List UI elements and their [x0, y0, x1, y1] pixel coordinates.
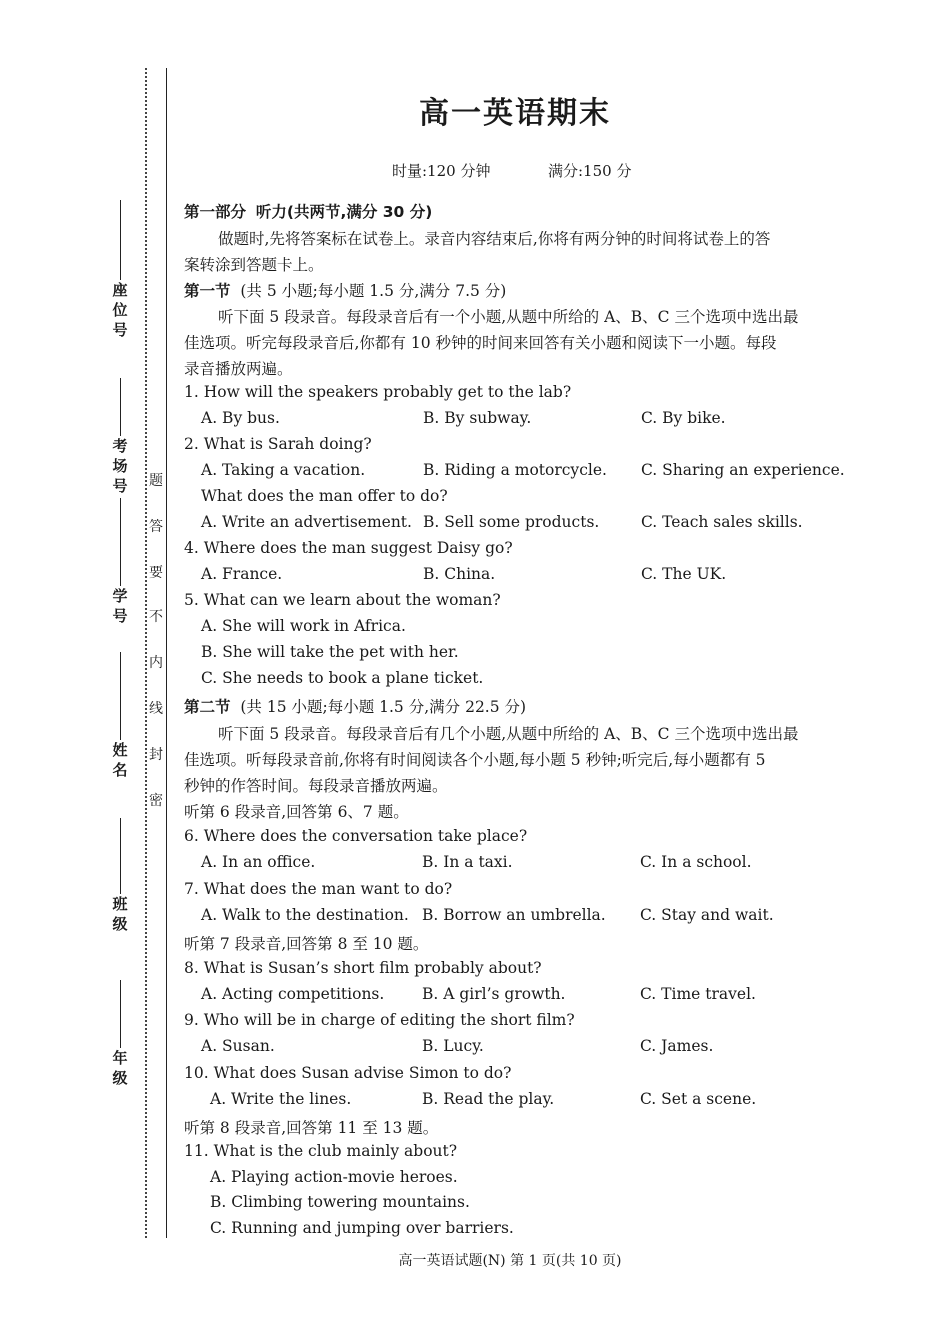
question-stem: 7. What does the man want to do? — [184, 880, 453, 898]
page-title: 高一英语期末 — [419, 96, 611, 131]
question-stem: 11. What is the club mainly about? — [184, 1142, 458, 1160]
option-a[interactable]: A. Walk to the destination. — [201, 906, 409, 924]
option-a[interactable]: A. She will work in Africa. — [201, 617, 406, 635]
exam-room-label: 考场号 — [112, 437, 128, 495]
segment-instruction: 听第 8 段录音,回答第 11 至 13 题。 — [184, 1119, 439, 1137]
question-stem: 1. How will the speakers probably get to the lab? — [184, 383, 572, 401]
option-c[interactable]: C. The UK. — [641, 565, 727, 583]
section1-intro-line: 录音播放两遍。 — [184, 360, 293, 378]
seal-char: 答 — [149, 519, 163, 535]
section1-label: 第一节 — [184, 282, 231, 300]
option-c[interactable]: C. She needs to book a plane ticket. — [201, 669, 484, 687]
seat-number-label: 座位号 — [112, 281, 128, 339]
option-a[interactable]: A. In an office. — [201, 853, 316, 871]
seal-char: 不 — [149, 609, 163, 625]
option-b[interactable]: B. Lucy. — [422, 1037, 484, 1055]
option-a[interactable]: A. By bus. — [201, 409, 280, 427]
section1-intro-line: 佳选项。听完每段录音后,你都有 10 秒钟的时间来回答有关小题和阅读下一小题。每段 — [184, 334, 777, 352]
question-stem: 5. What can we learn about the woman? — [184, 591, 501, 609]
question-stem: 4. Where does the man suggest Daisy go? — [184, 539, 513, 557]
seal-char: 内 — [149, 655, 163, 671]
option-b[interactable]: B. Riding a motorcycle. — [423, 461, 607, 479]
option-a[interactable]: A. Acting competitions. — [201, 985, 385, 1003]
option-a[interactable]: A. Taking a vacation. — [201, 461, 366, 479]
seal-char: 题 — [149, 473, 163, 489]
option-c[interactable]: C. Running and jumping over barriers. — [210, 1219, 514, 1237]
part1-intro-line: 案转涂到答题卡上。 — [184, 256, 324, 274]
option-a[interactable]: A. Susan. — [201, 1037, 275, 1055]
part1-heading — [184, 200, 432, 222]
section1-intro-line: 听下面 5 段录音。每段录音后有一个小题,从题中所给的 A、B、C 三个选项中选出最 — [218, 308, 799, 326]
grade-label: 年 级 — [112, 1049, 128, 1087]
student-id-label: 学 号 — [112, 587, 128, 625]
section2-label: 第二节 — [184, 698, 231, 716]
class-label: 班 级 — [112, 895, 128, 933]
question-stem: 10. What does Susan advise Simon to do? — [184, 1064, 512, 1082]
seal-char: 密 — [149, 793, 163, 809]
question-stem: 2. What is Sarah doing? — [184, 435, 372, 453]
class-field[interactable] — [110, 818, 130, 934]
part1-intro-line: 做题时,先将答案标在试卷上。录音内容结束后,你将有两分钟的时间将试卷上的答 — [218, 230, 771, 248]
seal-char: 要 — [149, 565, 163, 581]
option-a[interactable]: A. France. — [201, 565, 283, 583]
question-stem: What does the man offer to do? — [201, 487, 448, 505]
section1-title: (共 5 小题;每小题 1.5 分,满分 7.5 分) — [240, 282, 507, 300]
option-c[interactable]: C. Teach sales skills. — [641, 513, 803, 531]
section2-intro-line: 佳选项。听每段录音前,你将有时间阅读各个小题,每小题 5 秒钟;听完后,每小题都有 5 — [184, 751, 766, 769]
grade-field[interactable] — [110, 980, 130, 1088]
option-b[interactable]: B. A girl’s growth. — [422, 985, 566, 1003]
option-b[interactable]: B. Sell some products. — [423, 513, 600, 531]
option-a[interactable]: A. Write the lines. — [210, 1090, 352, 1108]
question-stem: 8. What is Susan’s short film probably about? — [184, 959, 542, 977]
student-id-field[interactable] — [110, 498, 130, 626]
section2-intro-line: 秒钟的作答时间。每段录音播放两遍。 — [184, 777, 448, 795]
time-limit: 时量:120 分钟 — [392, 162, 491, 180]
section2-title: (共 15 小题;每小题 1.5 分,满分 22.5 分) — [240, 698, 527, 716]
part1-title: 听力(共两节,满分 30 分) — [255, 203, 433, 221]
option-b[interactable]: B. China. — [423, 565, 496, 583]
part1-label: 第一部分 — [184, 203, 247, 221]
question-stem: 9. Who will be in charge of editing the short film? — [184, 1011, 575, 1029]
option-c[interactable]: C. James. — [640, 1037, 714, 1055]
section2-heading — [184, 695, 526, 717]
section1-heading — [184, 279, 506, 301]
segment-instruction: 听第 6 段录音,回答第 6、7 题。 — [184, 803, 409, 821]
section2-intro-line: 听下面 5 段录音。每段录音后有几个小题,从题中所给的 A、B、C 三个选项中选出最 — [218, 725, 799, 743]
name-field[interactable] — [110, 652, 130, 780]
option-b[interactable]: B. By subway. — [423, 409, 532, 427]
question-stem: 6. Where does the conversation take place? — [184, 827, 528, 845]
exam-room-field[interactable] — [110, 378, 130, 496]
option-b[interactable]: B. She will take the pet with her. — [201, 643, 459, 661]
option-a[interactable]: A. Playing action-movie heroes. — [210, 1168, 458, 1186]
option-b[interactable]: B. Read the play. — [422, 1090, 555, 1108]
option-c[interactable]: C. By bike. — [641, 409, 726, 427]
option-c[interactable]: C. Set a scene. — [640, 1090, 757, 1108]
option-c[interactable]: C. Sharing an experience. — [641, 461, 845, 479]
name-label: 姓 名 — [112, 741, 128, 779]
seal-char: 线 — [149, 701, 163, 717]
option-b[interactable]: B. In a taxi. — [422, 853, 513, 871]
option-b[interactable]: B. Climbing towering mountains. — [210, 1193, 470, 1211]
option-c[interactable]: C. Time travel. — [640, 985, 756, 1003]
option-b[interactable]: B. Borrow an umbrella. — [422, 906, 606, 924]
seat-number-field[interactable] — [110, 200, 130, 340]
option-a[interactable]: A. Write an advertisement. — [201, 513, 412, 531]
option-c[interactable]: C. Stay and wait. — [640, 906, 774, 924]
binding-margin — [0, 0, 175, 1344]
segment-instruction: 听第 7 段录音,回答第 8 至 10 题。 — [184, 935, 429, 953]
page-footer: 高一英语试题(N) 第 1 页(共 10 页) — [398, 1253, 622, 1269]
seal-char: 封 — [149, 747, 163, 763]
full-score: 满分:150 分 — [548, 162, 632, 180]
option-c[interactable]: C. In a school. — [640, 853, 752, 871]
